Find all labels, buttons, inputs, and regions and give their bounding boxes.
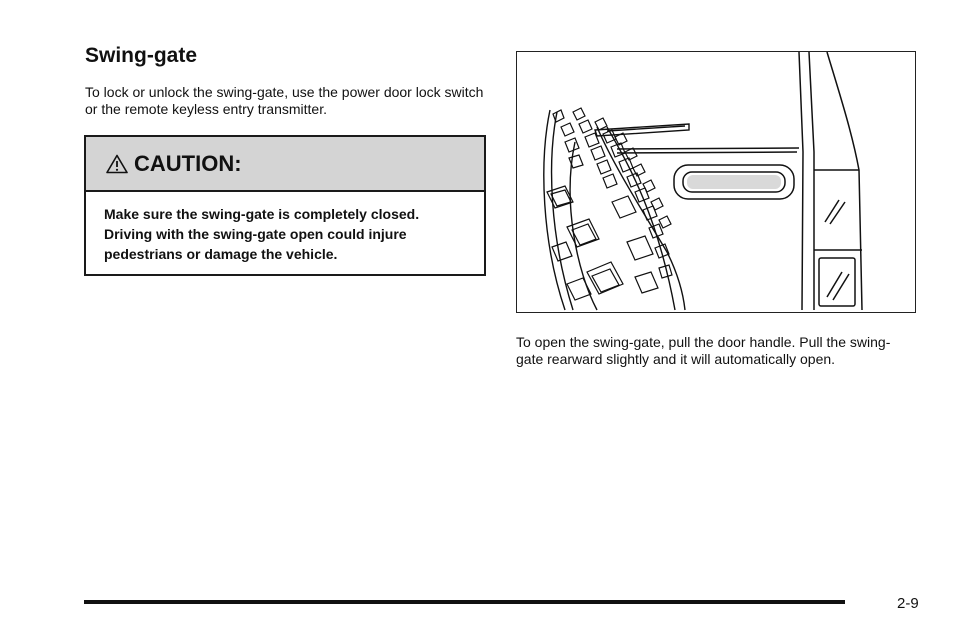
page-number: 2-9 (897, 595, 919, 612)
caution-title: CAUTION: (134, 150, 242, 176)
caution-text: Make sure the swing-gate is completely closed. Driving with the swing-gate open could injure pedestrians or damage the vehicle. (104, 206, 420, 262)
swing-gate-handle-illustration (517, 52, 914, 311)
caution-box (84, 135, 486, 276)
intro-paragraph: To lock or unlock the swing-gate, use the power door lock switch or the remote keyless entry transmitter. (85, 84, 484, 117)
footer-rule (84, 600, 845, 604)
swing-gate-illustration (516, 51, 916, 313)
caution-header (86, 137, 484, 192)
warning-triangle-icon (106, 154, 128, 174)
figure-caption: To open the swing-gate, pull the door handle. Pull the swing-gate rearward slightly and it will automatically open. (516, 334, 891, 367)
section-heading: Swing-gate (85, 44, 198, 67)
